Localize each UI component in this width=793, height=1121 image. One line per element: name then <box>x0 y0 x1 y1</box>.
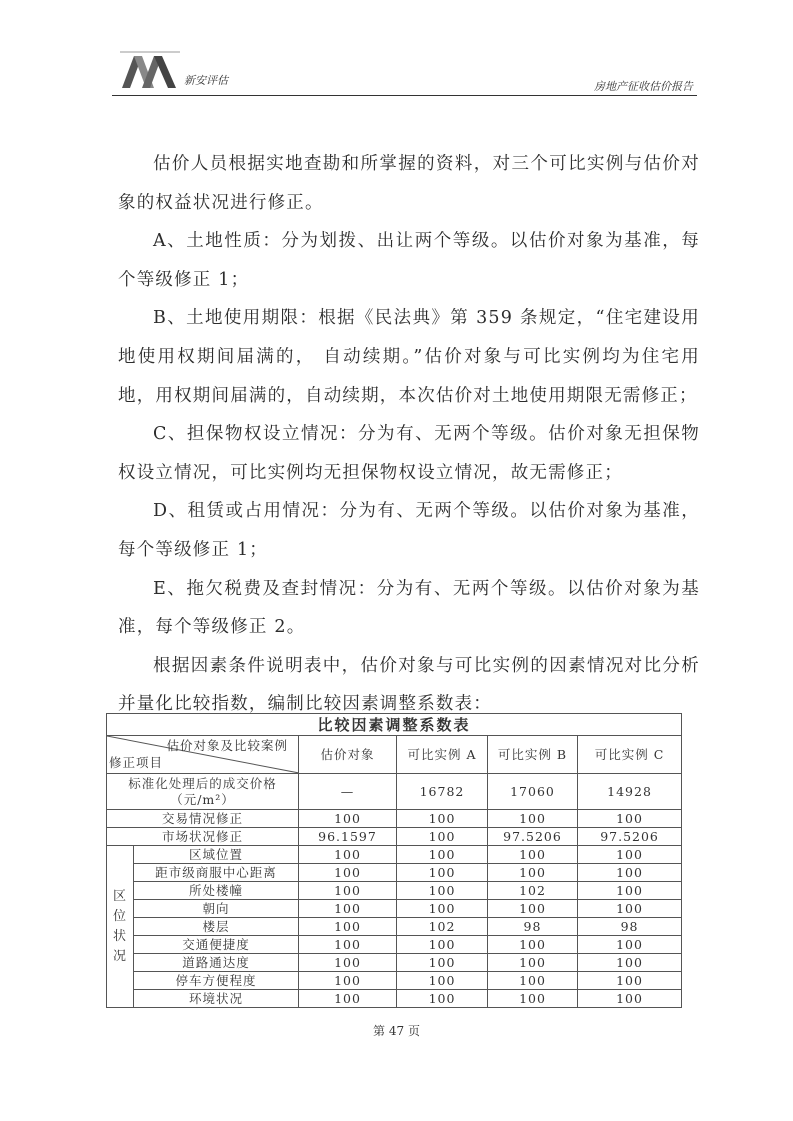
table-cell: 100 <box>488 972 578 990</box>
table-row <box>107 810 682 828</box>
row-label: 停车方便程度 <box>134 972 299 990</box>
paragraph-intro: 估价人员根据实地查勘和所掌握的资料，对三个可比实例与估价对象的权益状况进行修正。 <box>118 154 700 213</box>
page-header <box>112 42 697 100</box>
table-cell: 100 <box>578 972 682 990</box>
table-cell: 100 <box>397 900 488 918</box>
table-cell: 100 <box>397 864 488 882</box>
table-cell: 100 <box>299 972 397 990</box>
table-cell: 100 <box>488 936 578 954</box>
paragraph-b: B、土地使用期限：根据《民法典》第 359 条规定，“住宅建设用地使用权期间届满的， 自动续期。”估价对象与可比实例均为住宅用地，用权期间届满的，自动续期，本次估价对土地使用期限无需修正； <box>118 308 700 406</box>
row-label: 市场状况修正 <box>107 828 299 846</box>
table-row <box>107 846 682 864</box>
table-cell: 100 <box>299 810 397 828</box>
table-cell: 98 <box>488 918 578 936</box>
table-cell: 102 <box>397 918 488 936</box>
table-cell: 97.5206 <box>578 828 682 846</box>
table-cell: 100 <box>578 810 682 828</box>
table-cell: 102 <box>488 882 578 900</box>
table-cell: 100 <box>397 954 488 972</box>
table-cell: 100 <box>397 882 488 900</box>
paragraph-c: C、担保物权设立情况：分为有、无两个等级。估价对象无担保物权设立情况，可比实例均无担保物权设立情况，故无需修正； <box>118 424 700 483</box>
table-cell: 100 <box>578 900 682 918</box>
row-label: 交易情况修正 <box>107 810 299 828</box>
paragraph-e: E、拖欠税费及查封情况：分为有、无两个等级。以估价对象为基准，每个等级修正 2。 <box>118 578 700 638</box>
column-header: 可比实例 B <box>488 736 578 774</box>
body-text <box>118 145 700 724</box>
table-cell: 100 <box>488 954 578 972</box>
table-cell: 100 <box>397 972 488 990</box>
table-cell: 100 <box>488 900 578 918</box>
table-row <box>107 864 682 882</box>
table-cell: 100 <box>397 990 488 1008</box>
paragraph-d: D、租赁或占用情况：分为有、无两个等级。以估价对象为基准，每个等级修正 1； <box>118 501 700 560</box>
paragraph-a: A、土地性质：分为划拨、出让两个等级。以估价对象为基准，每个等级修正 1； <box>118 231 700 290</box>
table-cell: 100 <box>299 954 397 972</box>
paragraph-table-intro: 根据因素条件说明表中，估价对象与可比实例的因素情况对比分析并量化比较指数，编制比较因素调整系数表： <box>118 655 700 715</box>
table-row <box>107 828 682 846</box>
report-title: 房地产征收估价报告 <box>594 80 693 93</box>
group-label-cell <box>107 846 134 1008</box>
table-cell: 100 <box>299 918 397 936</box>
adjustment-coefficient-table <box>106 713 682 1008</box>
group-label: 区位状况 <box>113 888 128 964</box>
column-header: 可比实例 A <box>397 736 488 774</box>
price-label-unit: （元/m²） <box>170 791 235 807</box>
table-cell: 100 <box>299 936 397 954</box>
price-label <box>107 774 299 810</box>
row-label: 距市级商服中心距离 <box>134 864 299 882</box>
row-label: 交通便捷度 <box>134 936 299 954</box>
table-row <box>107 990 682 1008</box>
table-cell: 97.5206 <box>488 828 578 846</box>
table-cell: 100 <box>299 846 397 864</box>
table-cell: 98 <box>578 918 682 936</box>
row-label: 所处楼幢 <box>134 882 299 900</box>
table-row <box>107 918 682 936</box>
table-cell: 100 <box>299 864 397 882</box>
table-cell: 100 <box>397 810 488 828</box>
table-cell: 100 <box>397 846 488 864</box>
row-label: 环境状况 <box>134 990 299 1008</box>
table-cell: 100 <box>578 864 682 882</box>
price-cell: — <box>299 774 397 810</box>
row-label: 区域位置 <box>134 846 299 864</box>
row-label: 楼层 <box>134 918 299 936</box>
table-cell: 100 <box>299 900 397 918</box>
table-cell: 100 <box>488 990 578 1008</box>
company-logo-icon <box>120 50 180 90</box>
header-divider <box>112 95 697 96</box>
price-label-line1: 标准化处理后的成交价格 <box>128 775 277 791</box>
table-cell: 100 <box>299 882 397 900</box>
table-cell: 100 <box>488 846 578 864</box>
table-cell: 100 <box>488 810 578 828</box>
table-row <box>107 882 682 900</box>
table-cell: 100 <box>488 864 578 882</box>
diag-bottom-label: 修正项目 <box>109 755 164 770</box>
price-cell: 16782 <box>397 774 488 810</box>
diag-top-label: 估价对象及比较案例 <box>166 738 288 753</box>
column-header: 可比实例 C <box>578 736 682 774</box>
table-row <box>107 954 682 972</box>
column-header: 估价对象 <box>299 736 397 774</box>
table-cell: 100 <box>299 990 397 1008</box>
page-number: 第 47 页 <box>373 1024 420 1038</box>
price-cell: 17060 <box>488 774 578 810</box>
price-cell: 14928 <box>578 774 682 810</box>
table-cell: 100 <box>578 954 682 972</box>
table-row <box>107 900 682 918</box>
table-cell: 100 <box>578 990 682 1008</box>
table-cell: 100 <box>578 882 682 900</box>
company-name: 新安评估 <box>184 74 228 87</box>
table-cell: 100 <box>578 846 682 864</box>
table-cell: 100 <box>397 936 488 954</box>
row-label: 朝向 <box>134 900 299 918</box>
table-cell: 96.1597 <box>299 828 397 846</box>
row-label: 道路通达度 <box>134 954 299 972</box>
diagonal-header-cell <box>107 736 299 774</box>
table-row <box>107 972 682 990</box>
table-cell: 100 <box>578 936 682 954</box>
table-title: 比较因素调整系数表 <box>107 714 682 736</box>
table-cell: 100 <box>397 828 488 846</box>
table-row <box>107 936 682 954</box>
